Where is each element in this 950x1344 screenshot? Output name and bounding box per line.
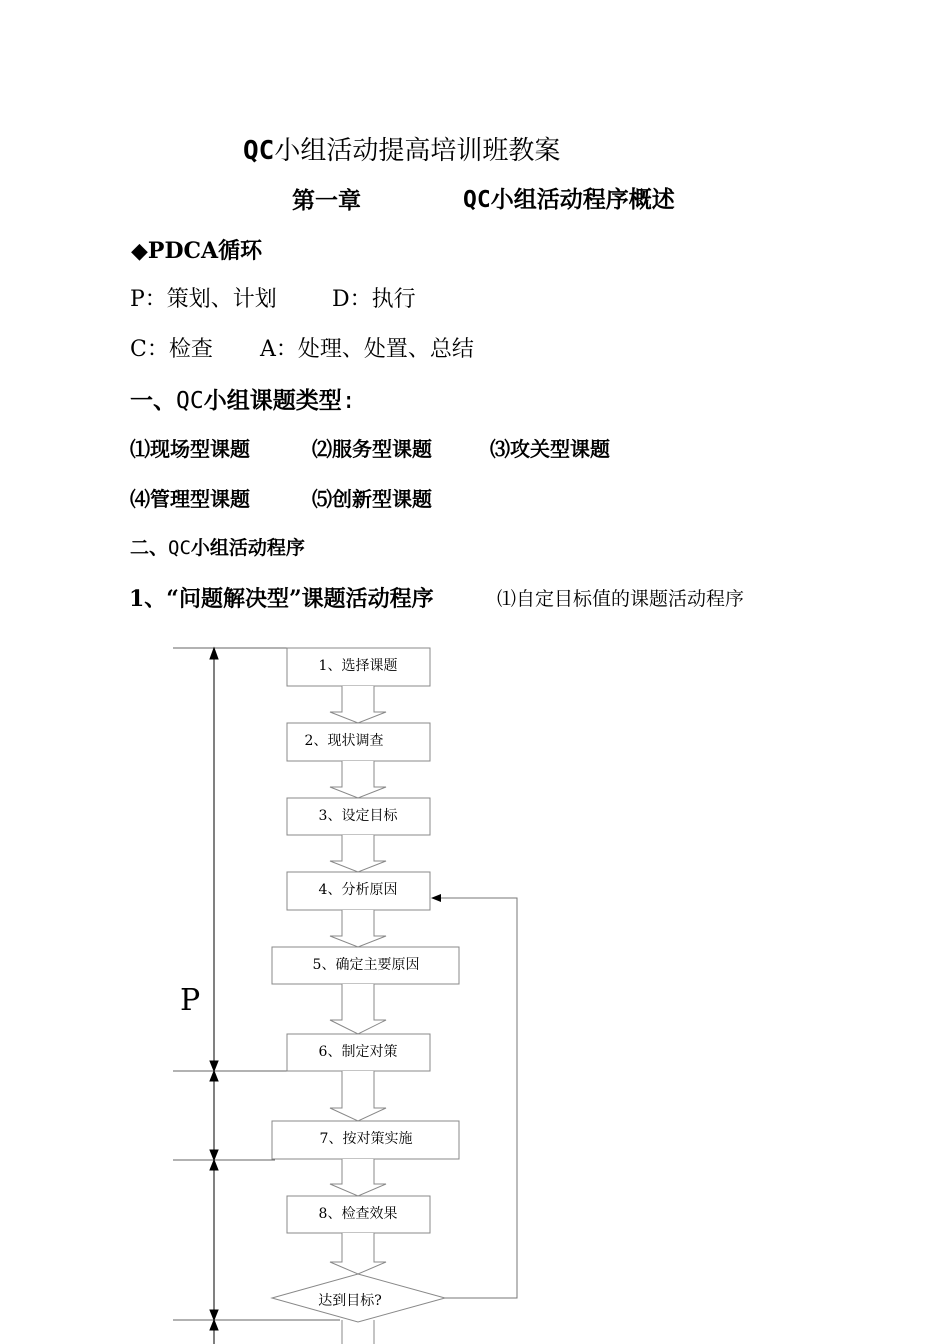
pdca-c: C：检查 [130, 337, 213, 362]
step-label: 3、设定目标 [318, 808, 398, 824]
chapter-title: QC小组活动程序概述 [463, 187, 675, 213]
topic-item: ⑷管理型课题 [130, 487, 250, 511]
flow-arrow [330, 835, 386, 872]
section1-rest: 小组课题类型 [203, 387, 342, 414]
pdca-p: P：策划、计划 [130, 287, 277, 312]
step-label: 1、选择课题 [318, 658, 398, 674]
topic-item: ⑶攻关型课题 [490, 437, 610, 461]
dimension-arrows [210, 648, 218, 1344]
flow-arrow [330, 910, 386, 947]
topic-item: ⑵服务型课题 [312, 437, 432, 461]
topic-item: ⑸创新型课题 [312, 487, 432, 511]
feedback-arrowhead [431, 894, 441, 902]
flow-arrow [330, 686, 386, 723]
section1-qc: QC [176, 388, 204, 414]
section2-prefix: 二、 [130, 537, 169, 559]
flow-arrow [342, 1320, 374, 1344]
section2-qc: QC [168, 537, 191, 559]
section1-colon: : [341, 388, 356, 414]
topic-item: ⑴现场型课题 [130, 437, 250, 461]
flow-arrow [330, 1071, 386, 1121]
flow-arrow [330, 761, 386, 798]
step-label: 2、现状调查 [304, 733, 384, 749]
step-label: 8、检查效果 [318, 1206, 398, 1222]
title-text: 小组活动提高培训班教案 [274, 136, 561, 166]
decision-label: 达到目标? [318, 1293, 382, 1309]
title-prefix: QC [243, 136, 275, 166]
step-label: 7、按对策实施 [319, 1131, 413, 1147]
pdca-heading: ◆PDCA循环 [131, 238, 263, 264]
step-label: 5、确定主要原因 [312, 957, 420, 973]
block-arrows [330, 686, 386, 1344]
steps-subheading: ⑴自定目标值的课题活动程序 [497, 588, 745, 610]
step-label: 6、制定对策 [318, 1044, 398, 1060]
phase-label-p: P [180, 983, 201, 1018]
step-label: 4、分析原因 [318, 882, 398, 898]
flow-arrow [330, 1233, 386, 1274]
flow-arrow [330, 984, 386, 1034]
section1-prefix: 一、 [130, 387, 176, 414]
steps-heading: 1、“问题解决型”课题活动程序 [129, 586, 434, 612]
section2-rest: 小组活动程序 [190, 537, 305, 559]
pdca-a: A：处理、处置、总结 [260, 337, 474, 362]
pdca-d: D：执行 [332, 287, 416, 312]
flow-arrow [330, 1159, 386, 1196]
chapter-number: 第一章 [292, 187, 361, 214]
